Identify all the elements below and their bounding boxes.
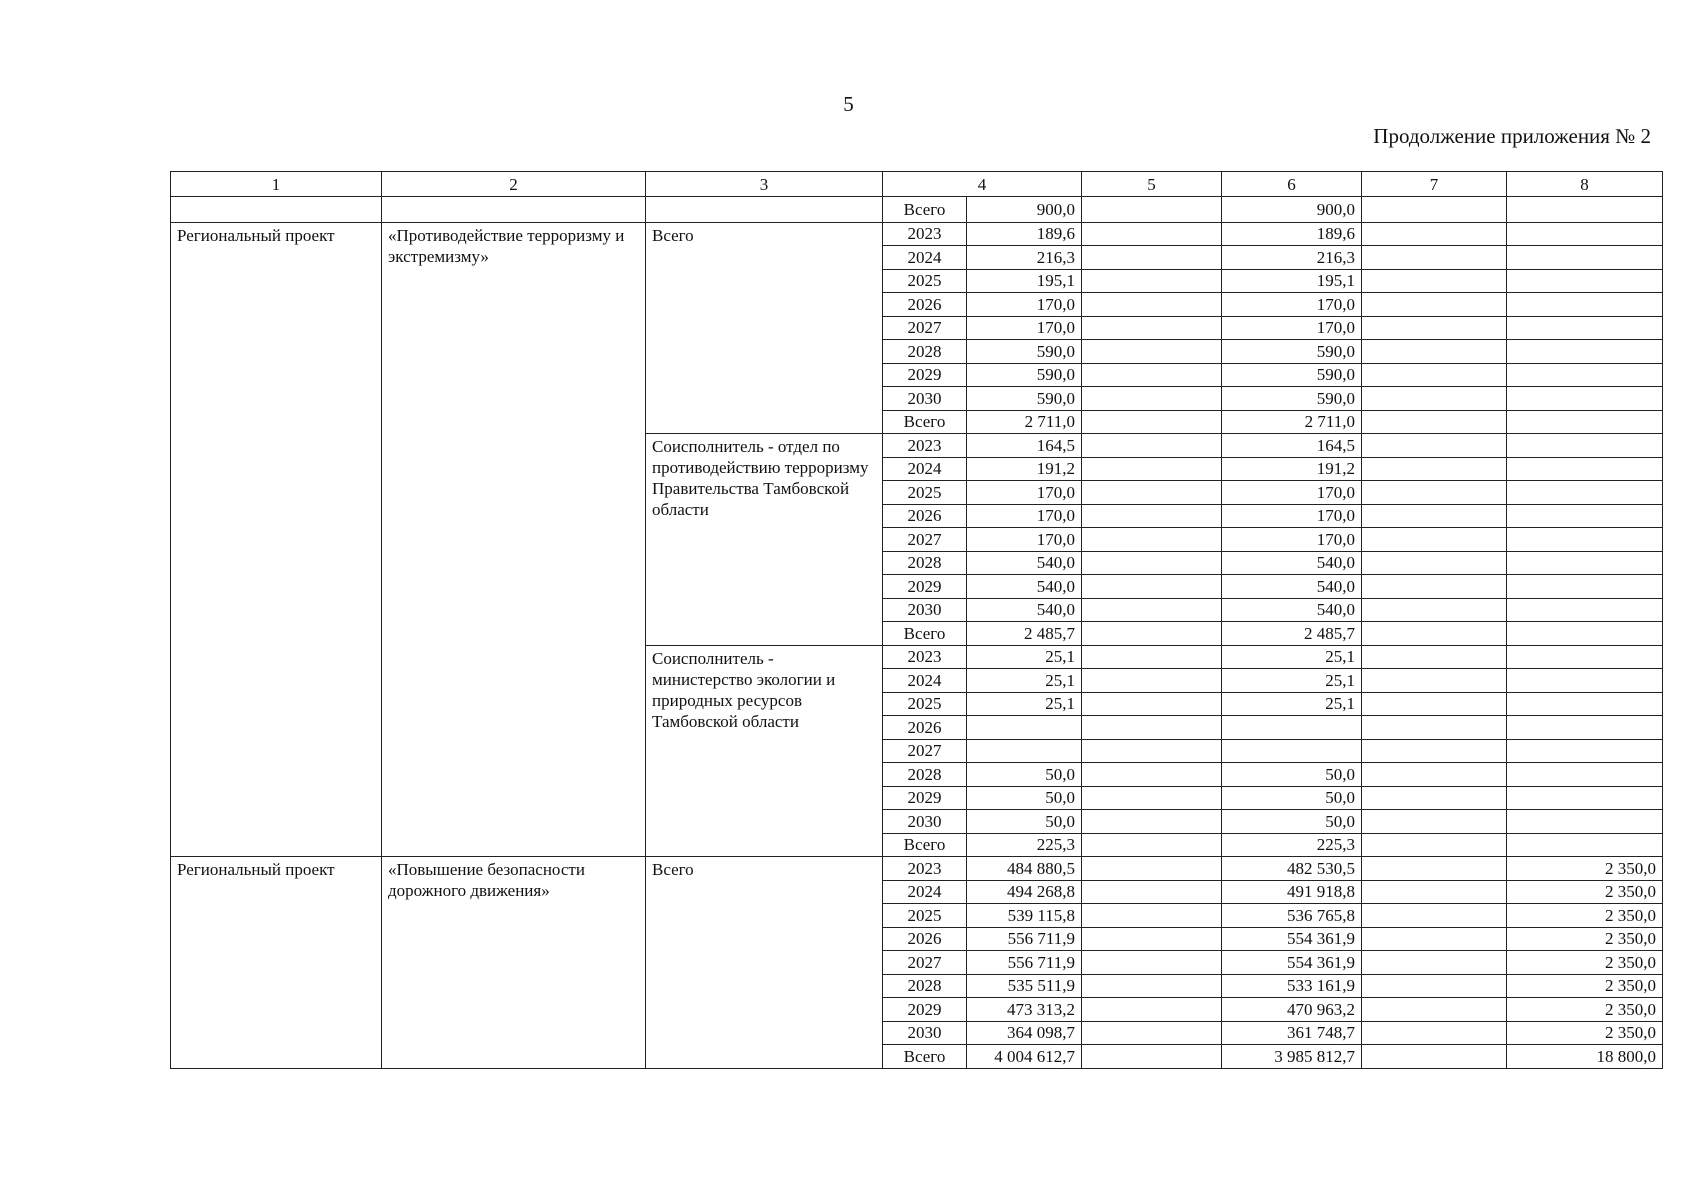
year-cell: 2029	[883, 786, 967, 810]
year-cell: Всего	[883, 833, 967, 857]
value-col-6: 590,0	[1222, 363, 1362, 387]
value-col-6: 590,0	[1222, 340, 1362, 364]
value-col-7	[1362, 904, 1507, 928]
value-col-5	[1082, 880, 1222, 904]
value-col-6: 170,0	[1222, 528, 1362, 552]
value-col-8	[1507, 810, 1663, 834]
value-col-7	[1362, 481, 1507, 505]
value-col-5	[1082, 481, 1222, 505]
value-col-8: 18 800,0	[1507, 1045, 1663, 1069]
value-col-5	[1082, 363, 1222, 387]
value-col-8	[1507, 739, 1663, 763]
header-col-3: 3	[646, 172, 883, 197]
value-col-4: 170,0	[967, 316, 1082, 340]
value-col-6: 536 765,8	[1222, 904, 1362, 928]
year-cell: 2023	[883, 857, 967, 881]
value-col-5	[1082, 998, 1222, 1022]
year-cell: 2027	[883, 951, 967, 975]
value-col-5	[1082, 222, 1222, 246]
table-row	[171, 197, 1663, 223]
value-col-5	[1082, 316, 1222, 340]
year-cell: 2029	[883, 363, 967, 387]
value-col-8	[1507, 551, 1663, 575]
value-col-4	[967, 716, 1082, 740]
value-col-4: 590,0	[967, 340, 1082, 364]
value-col-6: 50,0	[1222, 786, 1362, 810]
page-number: 5	[843, 92, 854, 116]
value-col-4: 170,0	[967, 528, 1082, 552]
executor-cell: Соисполнитель - отдел по противодействию терроризму Правительства Тамбовской области	[646, 434, 883, 646]
value-col-5	[1082, 575, 1222, 599]
value-col-4: 225,3	[967, 833, 1082, 857]
value-col-7	[1362, 1045, 1507, 1069]
value-col-6: 554 361,9	[1222, 951, 1362, 975]
value-col-4: 25,1	[967, 669, 1082, 693]
value-col-4: 900,0	[967, 197, 1082, 223]
value-col-4: 25,1	[967, 645, 1082, 669]
value-col-8	[1507, 197, 1663, 223]
value-col-6: 170,0	[1222, 293, 1362, 317]
year-cell: 2028	[883, 340, 967, 364]
value-col-4: 191,2	[967, 457, 1082, 481]
value-col-5	[1082, 763, 1222, 787]
value-col-7	[1362, 974, 1507, 998]
value-col-6	[1222, 739, 1362, 763]
value-col-6: 2 711,0	[1222, 410, 1362, 434]
value-col-6: 191,2	[1222, 457, 1362, 481]
value-col-8	[1507, 457, 1663, 481]
year-cell: 2028	[883, 551, 967, 575]
year-cell: Всего	[883, 197, 967, 223]
header-col-2: 2	[382, 172, 646, 197]
table-row	[171, 857, 1663, 881]
value-col-7	[1362, 880, 1507, 904]
year-cell: 2030	[883, 598, 967, 622]
year-cell: Всего	[883, 410, 967, 434]
header-col-5: 5	[1082, 172, 1222, 197]
year-cell: 2023	[883, 222, 967, 246]
value-col-5	[1082, 1021, 1222, 1045]
year-cell: 2030	[883, 1021, 967, 1045]
value-col-8: 2 350,0	[1507, 904, 1663, 928]
year-cell: 2024	[883, 457, 967, 481]
year-cell: 2024	[883, 246, 967, 270]
value-col-4: 556 711,9	[967, 951, 1082, 975]
value-col-5	[1082, 833, 1222, 857]
value-col-4: 473 313,2	[967, 998, 1082, 1022]
value-col-6: 225,3	[1222, 833, 1362, 857]
value-col-4: 50,0	[967, 786, 1082, 810]
value-col-8	[1507, 786, 1663, 810]
value-col-8	[1507, 598, 1663, 622]
value-col-6: 170,0	[1222, 504, 1362, 528]
value-col-7	[1362, 197, 1507, 223]
value-col-6: 50,0	[1222, 763, 1362, 787]
year-cell: Всего	[883, 1045, 967, 1069]
executor-cell: Всего	[646, 222, 883, 434]
value-col-8	[1507, 387, 1663, 411]
project-name-cell: «Противодействие терроризму и экстремизму»	[382, 222, 646, 857]
header-col-4: 4	[883, 172, 1082, 197]
value-col-6: 533 161,9	[1222, 974, 1362, 998]
value-col-6: 3 985 812,7	[1222, 1045, 1362, 1069]
year-cell: 2026	[883, 927, 967, 951]
value-col-7	[1362, 222, 1507, 246]
executor-cell: Всего	[646, 857, 883, 1069]
value-col-5	[1082, 716, 1222, 740]
value-col-5	[1082, 457, 1222, 481]
value-col-7	[1362, 927, 1507, 951]
value-col-4: 539 115,8	[967, 904, 1082, 928]
year-cell: 2025	[883, 692, 967, 716]
year-cell: 2023	[883, 645, 967, 669]
value-col-4: 540,0	[967, 575, 1082, 599]
value-col-5	[1082, 810, 1222, 834]
value-col-7	[1362, 857, 1507, 881]
value-col-7	[1362, 645, 1507, 669]
value-col-8: 2 350,0	[1507, 998, 1663, 1022]
year-cell: 2023	[883, 434, 967, 458]
value-col-8	[1507, 833, 1663, 857]
value-col-4: 535 511,9	[967, 974, 1082, 998]
value-col-4: 170,0	[967, 504, 1082, 528]
value-col-5	[1082, 197, 1222, 223]
value-col-5	[1082, 786, 1222, 810]
year-cell: 2030	[883, 387, 967, 411]
value-col-6: 470 963,2	[1222, 998, 1362, 1022]
value-col-6: 170,0	[1222, 481, 1362, 505]
value-col-8	[1507, 222, 1663, 246]
value-col-7	[1362, 293, 1507, 317]
year-cell: 2030	[883, 810, 967, 834]
value-col-7	[1362, 504, 1507, 528]
value-col-7	[1362, 810, 1507, 834]
budget-table	[170, 171, 1663, 1069]
value-col-6: 491 918,8	[1222, 880, 1362, 904]
value-col-5	[1082, 434, 1222, 458]
value-col-4: 50,0	[967, 763, 1082, 787]
value-col-4: 170,0	[967, 481, 1082, 505]
value-col-7	[1362, 716, 1507, 740]
value-col-8	[1507, 269, 1663, 293]
value-col-7	[1362, 763, 1507, 787]
value-col-7	[1362, 410, 1507, 434]
value-col-4: 189,6	[967, 222, 1082, 246]
year-cell: 2026	[883, 504, 967, 528]
value-col-6: 590,0	[1222, 387, 1362, 411]
project-name-cell	[382, 197, 646, 223]
year-cell: 2028	[883, 763, 967, 787]
value-col-5	[1082, 951, 1222, 975]
year-cell: 2027	[883, 316, 967, 340]
value-col-5	[1082, 387, 1222, 411]
value-col-7	[1362, 246, 1507, 270]
value-col-6	[1222, 716, 1362, 740]
value-col-6: 25,1	[1222, 669, 1362, 693]
value-col-8	[1507, 246, 1663, 270]
value-col-4: 2 485,7	[967, 622, 1082, 646]
value-col-6: 164,5	[1222, 434, 1362, 458]
value-col-8: 2 350,0	[1507, 951, 1663, 975]
value-col-7	[1362, 598, 1507, 622]
value-col-8	[1507, 434, 1663, 458]
value-col-5	[1082, 598, 1222, 622]
value-col-8: 2 350,0	[1507, 974, 1663, 998]
value-col-5	[1082, 340, 1222, 364]
header-col-6: 6	[1222, 172, 1362, 197]
year-cell: 2025	[883, 269, 967, 293]
table-body	[171, 197, 1663, 1069]
value-col-7	[1362, 457, 1507, 481]
appendix-continuation-title: Продолжение приложения № 2	[1373, 124, 1651, 148]
header-col-7: 7	[1362, 172, 1507, 197]
value-col-8	[1507, 340, 1663, 364]
value-col-8	[1507, 645, 1663, 669]
year-cell: 2028	[883, 974, 967, 998]
year-cell: Всего	[883, 622, 967, 646]
value-col-4: 364 098,7	[967, 1021, 1082, 1045]
header-col-8: 8	[1507, 172, 1663, 197]
value-col-4: 25,1	[967, 692, 1082, 716]
year-cell: 2029	[883, 998, 967, 1022]
value-col-8: 2 350,0	[1507, 857, 1663, 881]
value-col-5	[1082, 857, 1222, 881]
value-col-5	[1082, 504, 1222, 528]
value-col-7	[1362, 1021, 1507, 1045]
year-cell: 2024	[883, 669, 967, 693]
value-col-4: 590,0	[967, 387, 1082, 411]
year-cell: 2025	[883, 904, 967, 928]
value-col-4: 590,0	[967, 363, 1082, 387]
value-col-8: 2 350,0	[1507, 1021, 1663, 1045]
value-col-6: 216,3	[1222, 246, 1362, 270]
year-cell: 2029	[883, 575, 967, 599]
value-col-8	[1507, 504, 1663, 528]
value-col-7	[1362, 998, 1507, 1022]
table-row	[171, 222, 1663, 246]
year-cell: 2027	[883, 528, 967, 552]
value-col-7	[1362, 786, 1507, 810]
value-col-7	[1362, 551, 1507, 575]
year-cell: 2026	[883, 716, 967, 740]
value-col-8: 2 350,0	[1507, 880, 1663, 904]
value-col-5	[1082, 927, 1222, 951]
value-col-5	[1082, 528, 1222, 552]
value-col-8: 2 350,0	[1507, 927, 1663, 951]
value-col-8	[1507, 363, 1663, 387]
value-col-5	[1082, 904, 1222, 928]
category-cell	[171, 197, 382, 223]
value-col-5	[1082, 739, 1222, 763]
value-col-4: 164,5	[967, 434, 1082, 458]
header-col-1: 1	[171, 172, 382, 197]
value-col-8	[1507, 528, 1663, 552]
value-col-8	[1507, 716, 1663, 740]
value-col-8	[1507, 481, 1663, 505]
value-col-5	[1082, 269, 1222, 293]
value-col-4: 195,1	[967, 269, 1082, 293]
value-col-6: 195,1	[1222, 269, 1362, 293]
value-col-7	[1362, 363, 1507, 387]
value-col-7	[1362, 951, 1507, 975]
value-col-8	[1507, 692, 1663, 716]
value-col-7	[1362, 340, 1507, 364]
header-row	[171, 172, 1663, 197]
value-col-6: 2 485,7	[1222, 622, 1362, 646]
value-col-5	[1082, 1045, 1222, 1069]
value-col-4: 4 004 612,7	[967, 1045, 1082, 1069]
category-cell: Региональный проект	[171, 222, 382, 857]
value-col-6: 361 748,7	[1222, 1021, 1362, 1045]
value-col-7	[1362, 528, 1507, 552]
value-col-7	[1362, 269, 1507, 293]
value-col-4: 540,0	[967, 551, 1082, 575]
value-col-5	[1082, 410, 1222, 434]
value-col-4	[967, 739, 1082, 763]
value-col-6: 482 530,5	[1222, 857, 1362, 881]
value-col-4: 494 268,8	[967, 880, 1082, 904]
value-col-7	[1362, 575, 1507, 599]
year-cell: 2026	[883, 293, 967, 317]
value-col-6: 189,6	[1222, 222, 1362, 246]
executor-cell	[646, 197, 883, 223]
value-col-4: 170,0	[967, 293, 1082, 317]
value-col-6: 50,0	[1222, 810, 1362, 834]
value-col-6: 540,0	[1222, 598, 1362, 622]
value-col-5	[1082, 974, 1222, 998]
value-col-5	[1082, 246, 1222, 270]
value-col-4: 50,0	[967, 810, 1082, 834]
value-col-5	[1082, 622, 1222, 646]
value-col-7	[1362, 622, 1507, 646]
year-cell: 2025	[883, 481, 967, 505]
value-col-5	[1082, 669, 1222, 693]
value-col-7	[1362, 434, 1507, 458]
value-col-5	[1082, 692, 1222, 716]
value-col-4: 484 880,5	[967, 857, 1082, 881]
value-col-7	[1362, 316, 1507, 340]
year-cell: 2027	[883, 739, 967, 763]
value-col-6: 554 361,9	[1222, 927, 1362, 951]
category-cell: Региональный проект	[171, 857, 382, 1069]
value-col-7	[1362, 833, 1507, 857]
project-name-cell: «Повышение безопасности дорожного движения»	[382, 857, 646, 1069]
value-col-6: 25,1	[1222, 692, 1362, 716]
value-col-8	[1507, 575, 1663, 599]
value-col-6: 25,1	[1222, 645, 1362, 669]
value-col-7	[1362, 387, 1507, 411]
value-col-6: 170,0	[1222, 316, 1362, 340]
value-col-6: 540,0	[1222, 575, 1362, 599]
value-col-8	[1507, 622, 1663, 646]
value-col-6: 900,0	[1222, 197, 1362, 223]
value-col-5	[1082, 293, 1222, 317]
value-col-8	[1507, 293, 1663, 317]
value-col-8	[1507, 763, 1663, 787]
value-col-4: 540,0	[967, 598, 1082, 622]
value-col-5	[1082, 645, 1222, 669]
value-col-8	[1507, 669, 1663, 693]
value-col-4: 556 711,9	[967, 927, 1082, 951]
year-cell: 2024	[883, 880, 967, 904]
value-col-4: 216,3	[967, 246, 1082, 270]
value-col-7	[1362, 669, 1507, 693]
value-col-8	[1507, 410, 1663, 434]
value-col-8	[1507, 316, 1663, 340]
executor-cell: Соисполнитель - министерство экологии и природных ресурсов Тамбовской области	[646, 645, 883, 857]
value-col-4: 2 711,0	[967, 410, 1082, 434]
value-col-7	[1362, 692, 1507, 716]
value-col-5	[1082, 551, 1222, 575]
value-col-6: 540,0	[1222, 551, 1362, 575]
value-col-7	[1362, 739, 1507, 763]
